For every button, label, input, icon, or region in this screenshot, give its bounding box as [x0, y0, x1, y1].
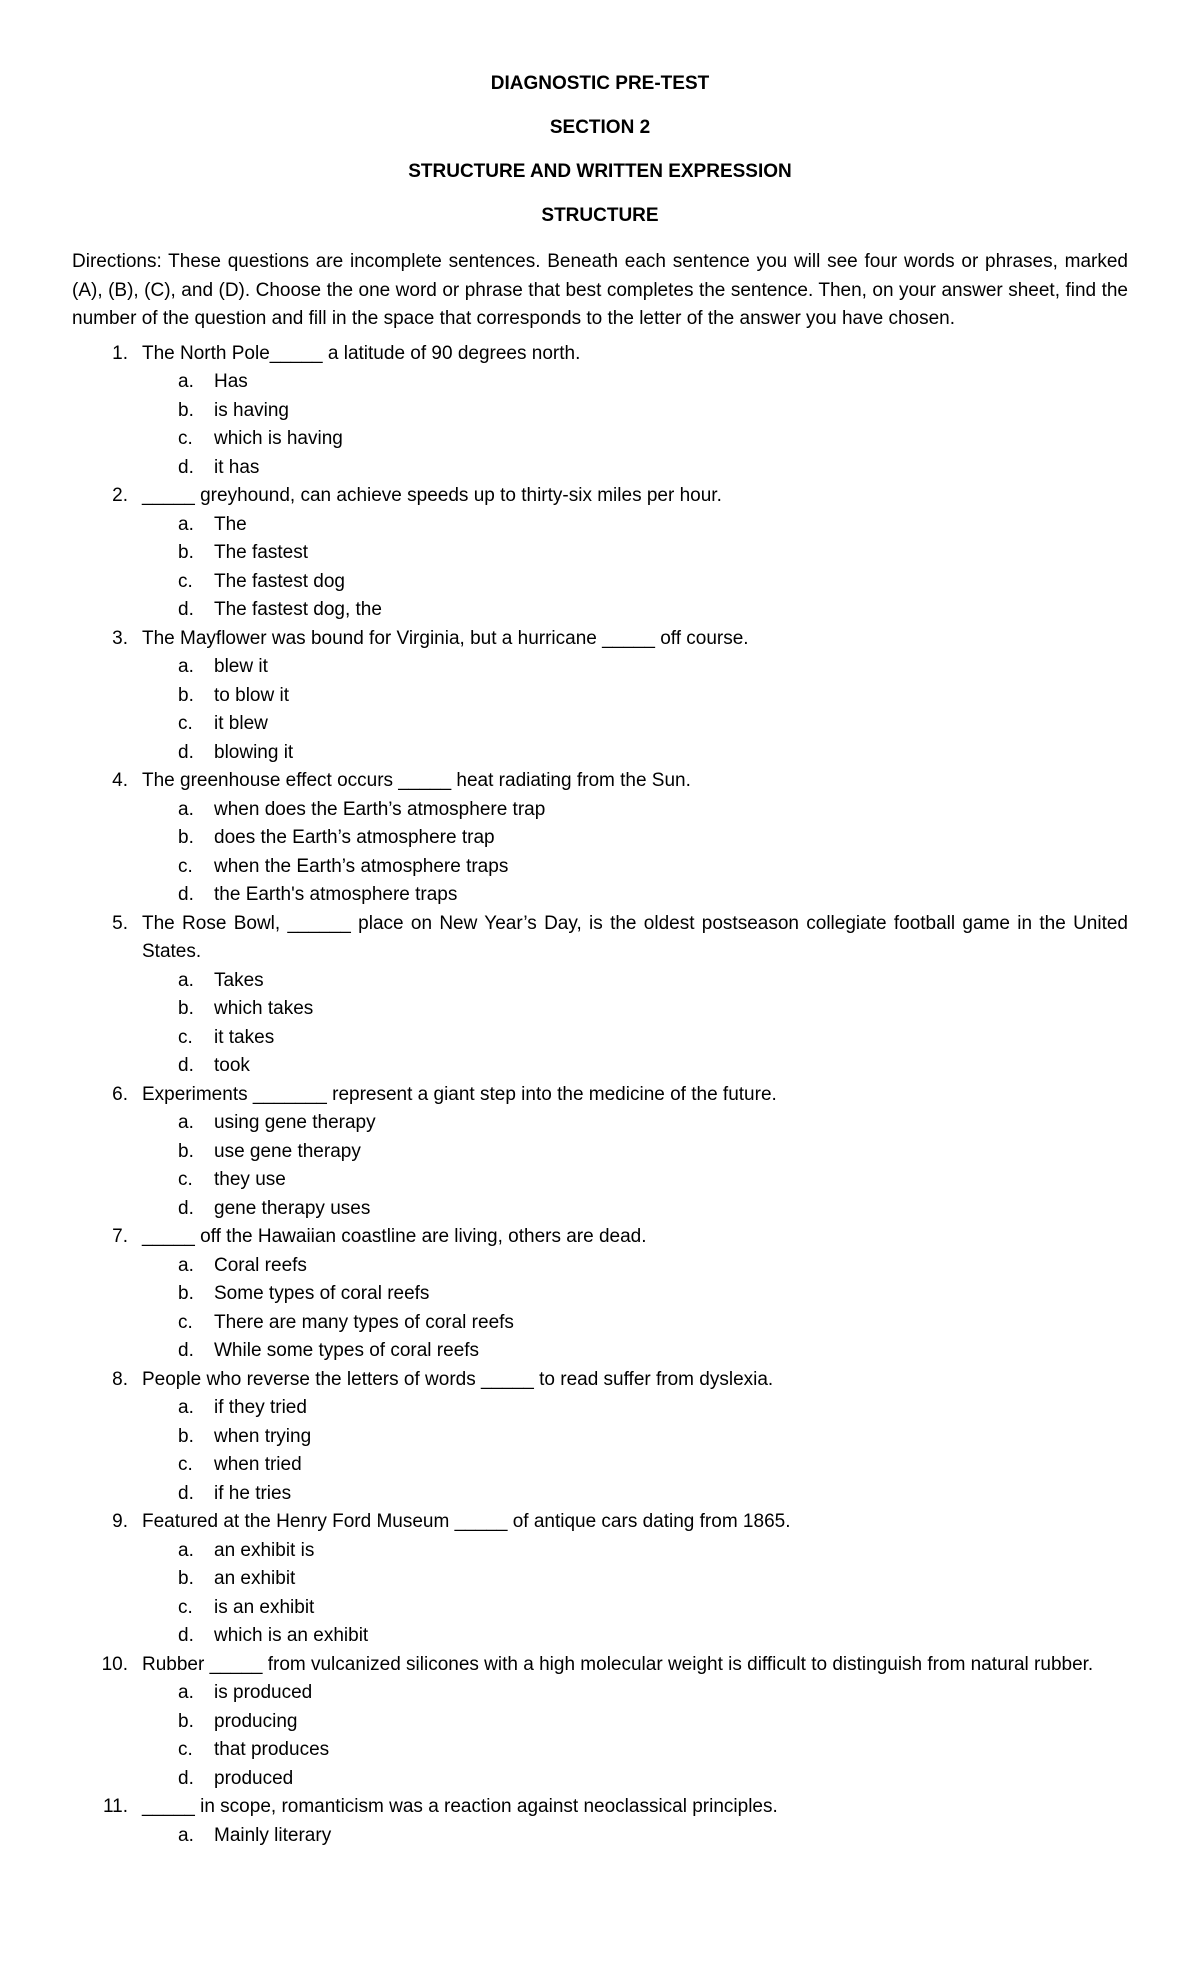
question-number: 4. — [112, 770, 128, 791]
answer-options — [72, 1822, 1128, 1851]
option-letter: b. — [178, 542, 194, 563]
answer-option — [178, 397, 1128, 426]
answer-option — [178, 967, 1128, 996]
answer-option — [178, 1024, 1128, 1053]
question-item — [72, 767, 1128, 910]
answer-options — [72, 1252, 1128, 1366]
question-item — [72, 1366, 1128, 1509]
option-letter: d. — [178, 1055, 194, 1076]
answer-option — [178, 1166, 1128, 1195]
answer-option — [178, 1594, 1128, 1623]
option-text: is produced — [214, 1682, 313, 1703]
option-text: it blew — [214, 713, 268, 734]
option-text: gene therapy uses — [214, 1197, 371, 1219]
option-text: is an exhibit — [214, 1596, 315, 1618]
option-text: when the Earth’s atmosphere traps — [214, 855, 509, 877]
option-text: produced — [214, 1767, 294, 1789]
option-letter: d. — [178, 599, 194, 620]
answer-option — [178, 1138, 1128, 1167]
question-text: _____ off the Hawaiian coastline are living, others are dead. — [142, 1226, 647, 1247]
option-letter: c. — [178, 1026, 193, 1048]
option-text: which takes — [214, 998, 314, 1019]
option-letter: c. — [178, 1311, 193, 1333]
answer-option — [178, 796, 1128, 825]
option-text: There are many types of coral reefs — [214, 1311, 514, 1333]
question-number: 1. — [112, 342, 128, 364]
question-item — [72, 910, 1128, 1081]
answer-option — [178, 710, 1128, 739]
option-text: producing — [214, 1710, 298, 1732]
question-stem — [72, 1651, 1128, 1680]
option-letter: a. — [178, 656, 194, 677]
option-letter: a. — [178, 1254, 194, 1276]
question-number: 7. — [112, 1226, 128, 1247]
option-letter: b. — [178, 998, 194, 1019]
answer-option — [178, 1451, 1128, 1480]
question-item — [72, 1651, 1128, 1794]
option-text: which is having — [214, 428, 343, 449]
option-text: that produces — [214, 1739, 330, 1760]
option-text: While some types of coral reefs — [214, 1340, 480, 1361]
option-letter: c. — [178, 1739, 193, 1760]
option-letter: d. — [178, 1767, 194, 1789]
option-letter: a. — [178, 798, 194, 820]
answer-option — [178, 425, 1128, 454]
option-text: does the Earth’s atmosphere trap — [214, 827, 495, 848]
section-heading: SECTION 2 — [549, 117, 651, 138]
answer-option — [178, 653, 1128, 682]
answer-options — [72, 1109, 1128, 1223]
option-text: to blow it — [214, 684, 289, 706]
option-text: Some types of coral reefs — [214, 1283, 430, 1304]
test-title: DIAGNOSTIC PRE-TEST — [490, 73, 710, 94]
question-number: 6. — [112, 1083, 128, 1105]
question-text: Experiments _______ represent a giant step into the medicine of the future. — [142, 1083, 777, 1105]
option-letter: b. — [178, 1710, 194, 1732]
option-text: the Earth's atmosphere traps — [214, 884, 458, 905]
question-stem — [72, 1081, 1128, 1110]
question-item — [72, 1793, 1128, 1850]
option-text: The fastest dog, the — [214, 599, 382, 620]
option-letter: d. — [178, 884, 194, 905]
answer-option — [178, 853, 1128, 882]
question-text: People who reverse the letters of words _____ to read suffer from dyslexia. — [142, 1368, 774, 1390]
option-letter: a. — [178, 1682, 194, 1703]
question-stem — [72, 1508, 1128, 1537]
answer-option — [178, 1736, 1128, 1765]
answer-option — [178, 1537, 1128, 1566]
answer-option — [178, 596, 1128, 625]
option-text: if they tried — [214, 1397, 307, 1418]
question-text: The Rose Bowl, ______ place on New Year’s Day, is the oldest postseason collegiate football game in the United States. — [142, 912, 1128, 962]
directions-paragraph: Directions: These questions are incomplete sentences. Beneath each sentence you will see four words or phrases, marked (A), (B), (C), and (D). Choose the one word or phrase that best completes the sentence. Then, on your answer sheet, find the number of the question and fill in the space that corresponds to the letter of the answer you have chosen. — [72, 251, 1128, 329]
option-letter: a. — [178, 969, 194, 991]
answer-option — [178, 1280, 1128, 1309]
question-number: 10. — [101, 1653, 128, 1675]
answer-option — [178, 1679, 1128, 1708]
option-text: Takes — [214, 969, 264, 991]
answer-options — [72, 1394, 1128, 1508]
answer-option — [178, 1309, 1128, 1338]
option-letter: c. — [178, 855, 193, 877]
option-text: they use — [214, 1169, 286, 1190]
question-number: 2. — [112, 485, 128, 506]
option-text: when trying — [214, 1425, 312, 1447]
option-text: took — [214, 1055, 250, 1076]
option-text: The fastest — [214, 542, 308, 563]
question-text: Featured at the Henry Ford Museum _____ of antique cars dating from 1865. — [142, 1511, 791, 1532]
option-letter: c. — [178, 1596, 193, 1618]
question-stem — [72, 1223, 1128, 1252]
option-letter: a. — [178, 1112, 194, 1133]
question-item — [72, 1081, 1128, 1224]
answer-option — [178, 1337, 1128, 1366]
option-letter: a. — [178, 1539, 194, 1561]
answer-options — [72, 653, 1128, 767]
answer-option — [178, 1052, 1128, 1081]
answer-options — [72, 796, 1128, 910]
option-text: an exhibit — [214, 1568, 296, 1589]
option-text: it has — [214, 456, 260, 478]
answer-option — [178, 539, 1128, 568]
answer-option — [178, 1565, 1128, 1594]
option-letter: a. — [178, 1824, 194, 1846]
question-text: The North Pole_____ a latitude of 90 degrees north. — [142, 342, 581, 364]
option-text: when tried — [214, 1454, 302, 1475]
option-letter: a. — [178, 371, 194, 392]
question-text: The Mayflower was bound for Virginia, but a hurricane _____ off course. — [142, 627, 749, 649]
question-item — [72, 1223, 1128, 1366]
option-letter: b. — [178, 1283, 194, 1304]
subpart-heading: STRUCTURE — [541, 205, 659, 226]
answer-option — [178, 1423, 1128, 1452]
question-stem — [72, 482, 1128, 511]
answer-option — [178, 1394, 1128, 1423]
option-text: is having — [214, 399, 289, 421]
option-letter: b. — [178, 1425, 194, 1447]
option-text: if he tries — [214, 1482, 292, 1504]
option-text: when does the Earth’s atmosphere trap — [214, 798, 546, 820]
question-text: The greenhouse effect occurs _____ heat radiating from the Sun. — [142, 770, 691, 791]
answer-option — [178, 995, 1128, 1024]
answer-option — [178, 824, 1128, 853]
answer-option — [178, 881, 1128, 910]
question-stem — [72, 340, 1128, 369]
answer-option — [178, 568, 1128, 597]
question-stem — [72, 1793, 1128, 1822]
option-letter: b. — [178, 827, 194, 848]
question-text: _____ in scope, romanticism was a reaction against neoclassical principles. — [142, 1796, 778, 1817]
option-letter: d. — [178, 741, 194, 763]
answer-option — [178, 1622, 1128, 1651]
question-item — [72, 482, 1128, 625]
part-heading: STRUCTURE AND WRITTEN EXPRESSION — [408, 161, 792, 182]
option-letter: b. — [178, 399, 194, 421]
option-letter: b. — [178, 1140, 194, 1162]
option-text: Mainly literary — [214, 1824, 332, 1846]
question-item — [72, 1508, 1128, 1651]
answer-option — [178, 368, 1128, 397]
question-list — [72, 340, 1128, 1851]
question-text: Rubber _____ from vulcanized silicones with a high molecular weight is difficult to distinguish from natural rubber. — [142, 1653, 1094, 1675]
option-letter: a. — [178, 513, 194, 535]
option-text: The fastest dog — [214, 570, 345, 592]
question-stem — [72, 910, 1128, 967]
answer-option — [178, 1109, 1128, 1138]
option-text: blowing it — [214, 741, 294, 763]
option-text: Has — [214, 371, 248, 392]
answer-options — [72, 511, 1128, 625]
option-text: an exhibit is — [214, 1539, 315, 1561]
answer-option — [178, 511, 1128, 540]
option-letter: c. — [178, 428, 193, 449]
option-letter: d. — [178, 1482, 194, 1504]
option-letter: c. — [178, 1169, 193, 1190]
option-text: blew it — [214, 656, 268, 677]
option-letter: d. — [178, 1340, 194, 1361]
question-number: 5. — [112, 912, 128, 934]
answer-option — [178, 682, 1128, 711]
answer-option — [178, 1252, 1128, 1281]
option-text: which is an exhibit — [214, 1625, 369, 1646]
option-letter: c. — [178, 1454, 193, 1475]
question-stem — [72, 1366, 1128, 1395]
answer-options — [72, 368, 1128, 482]
option-text: use gene therapy — [214, 1140, 361, 1162]
option-text: using gene therapy — [214, 1112, 376, 1133]
answer-options — [72, 967, 1128, 1081]
option-letter: d. — [178, 1197, 194, 1219]
option-letter: d. — [178, 456, 194, 478]
question-stem — [72, 625, 1128, 654]
option-letter: b. — [178, 684, 194, 706]
question-stem — [72, 767, 1128, 796]
answer-option — [178, 739, 1128, 768]
answer-option — [178, 1708, 1128, 1737]
answer-options — [72, 1537, 1128, 1651]
question-text: _____ greyhound, can achieve speeds up to thirty-six miles per hour. — [142, 485, 722, 506]
option-text: The — [214, 513, 247, 535]
option-letter: a. — [178, 1397, 194, 1418]
answer-option — [178, 1480, 1128, 1509]
answer-options — [72, 1679, 1128, 1793]
answer-option — [178, 454, 1128, 483]
answer-option — [178, 1765, 1128, 1794]
answer-option — [178, 1822, 1128, 1851]
question-item — [72, 625, 1128, 768]
option-letter: d. — [178, 1625, 194, 1646]
question-item — [72, 340, 1128, 483]
question-number: 9. — [112, 1511, 128, 1532]
question-number: 11. — [102, 1796, 128, 1817]
option-letter: b. — [178, 1568, 194, 1589]
option-letter: c. — [178, 570, 193, 592]
question-number: 8. — [112, 1368, 128, 1390]
option-text: it takes — [214, 1026, 275, 1048]
option-letter: c. — [178, 713, 193, 734]
answer-option — [178, 1195, 1128, 1224]
question-number: 3. — [112, 627, 128, 649]
option-text: Coral reefs — [214, 1254, 307, 1276]
